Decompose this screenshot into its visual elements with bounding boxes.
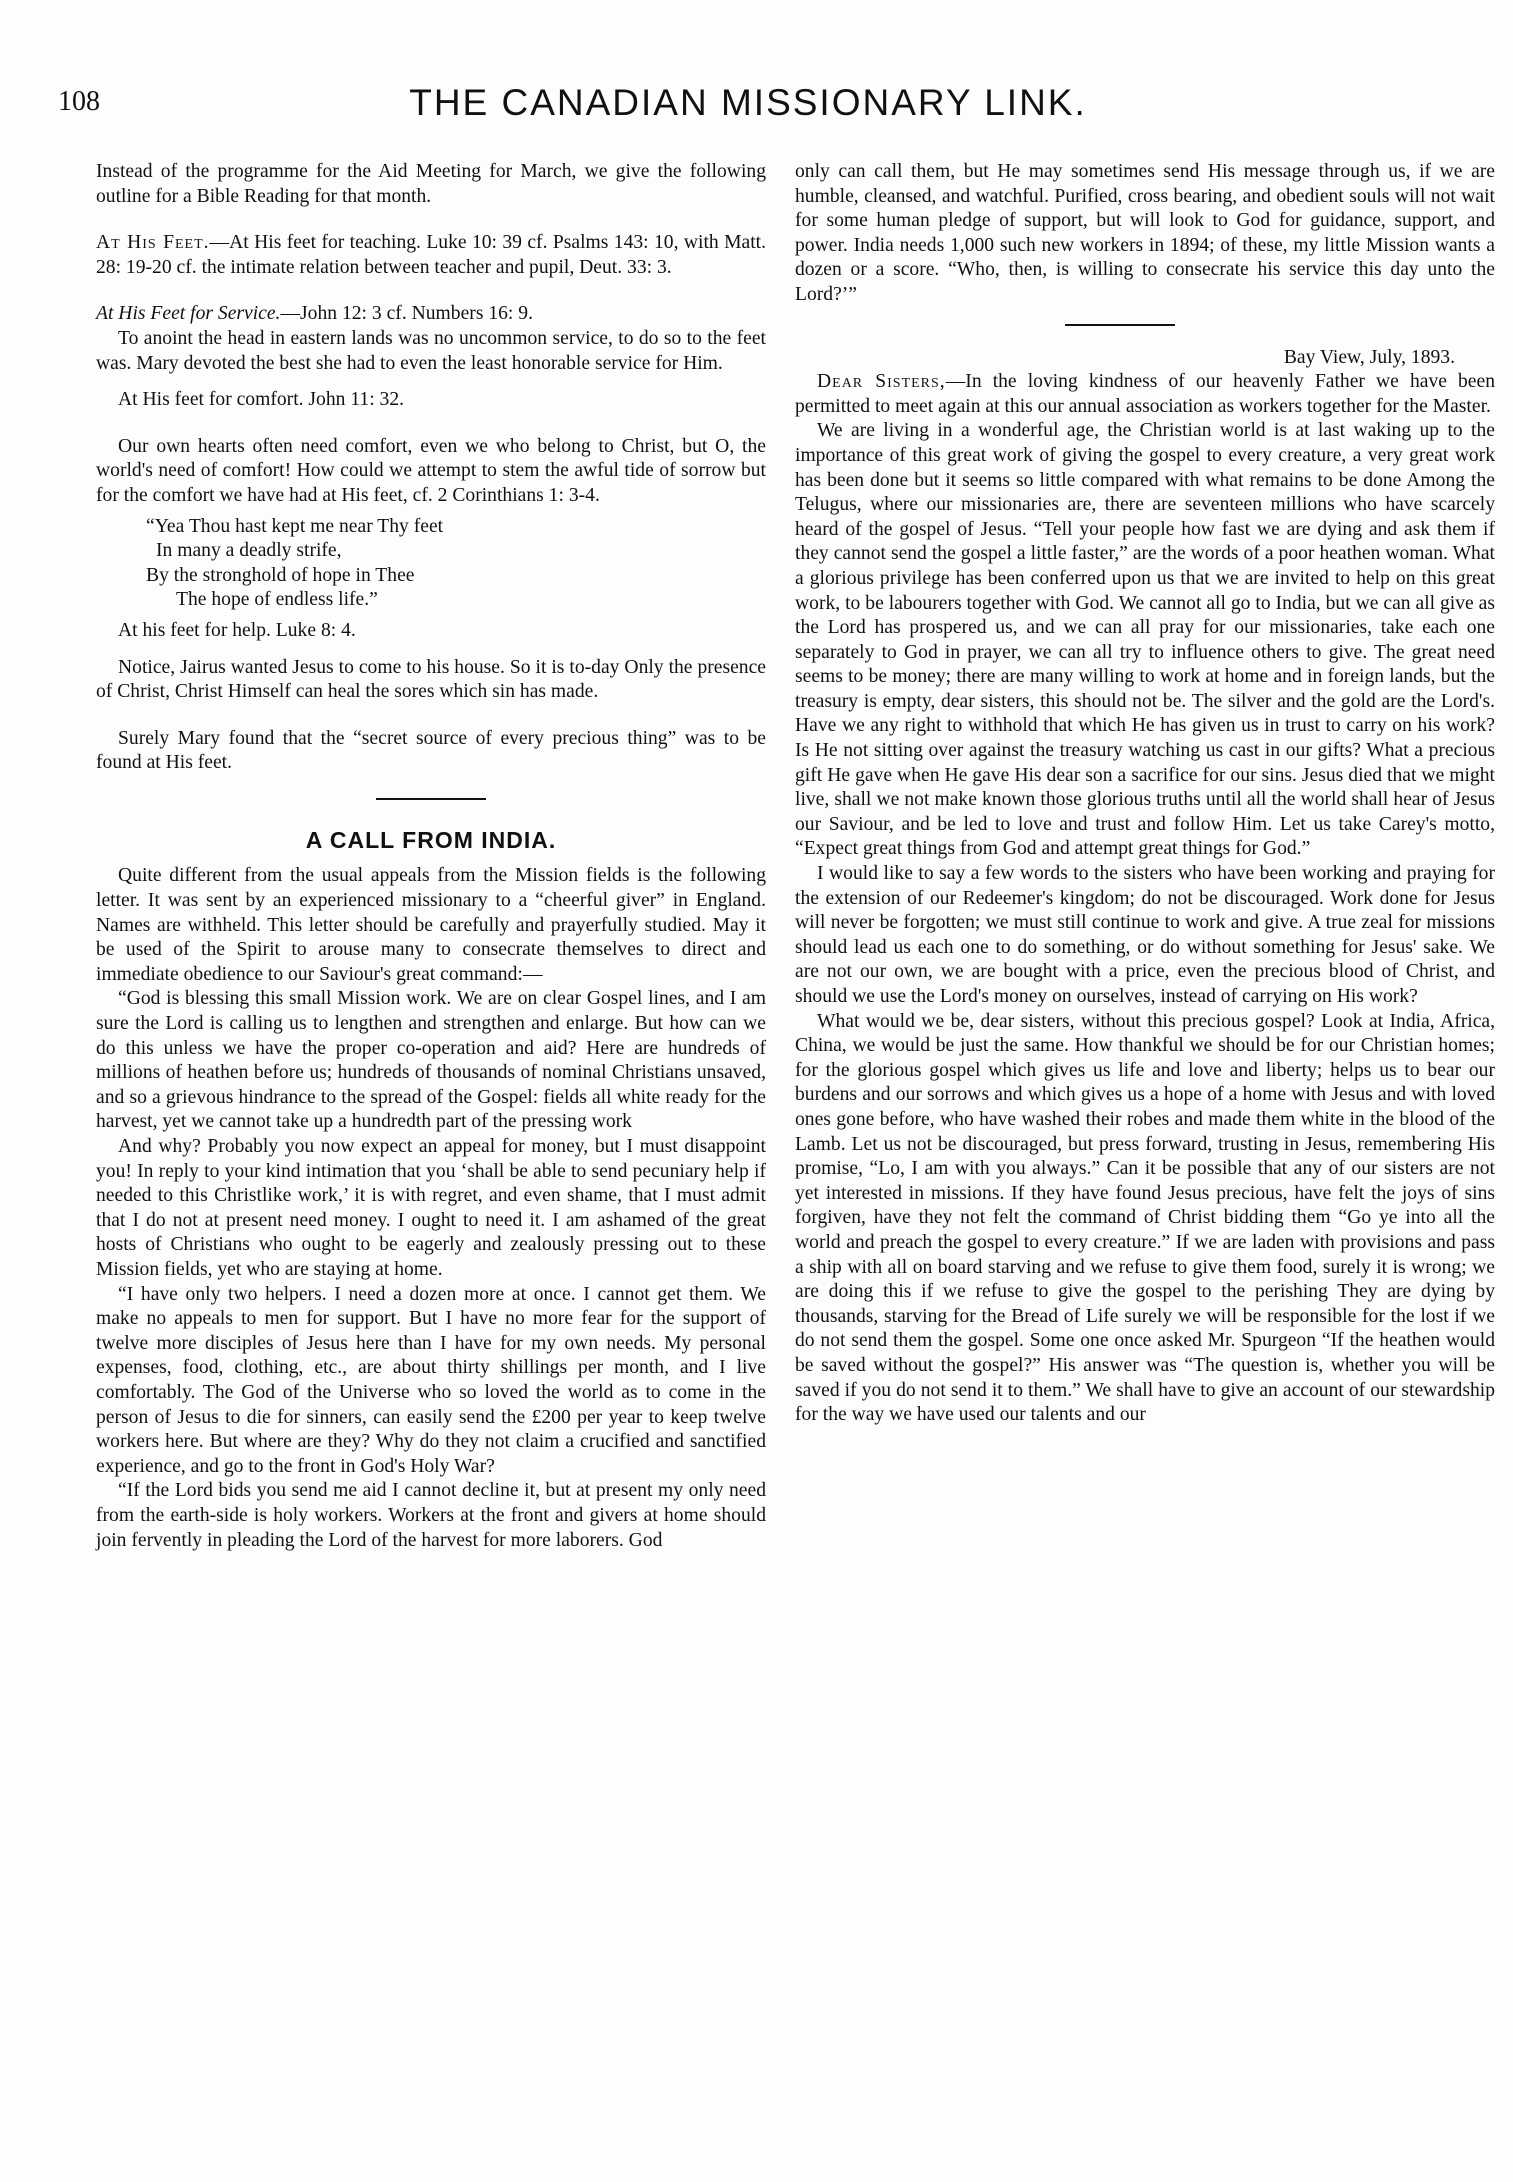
right-column bbox=[795, 160, 1495, 1428]
service-paragraph bbox=[96, 302, 766, 327]
call-paragraph: And why? Probably you now expect an appeal for money, but I must disappoint you! In reply to your kind intimation that you ‘shall be able to send pecuniary help if needed to this Christlike work,’ it is with regret, and even shame, that I must admit that I do not at present need money. I ought to need it. I am ashamed of the great hosts of Christians who ought to be eagerly and zealously pressing out to these Mission fields, yet who are staying at home. bbox=[96, 1136, 766, 1280]
page-number: 108 bbox=[58, 86, 100, 117]
article-heading: A CALL FROM INDIA. bbox=[305, 826, 557, 853]
journal-title: THE CANADIAN MISSIONARY LINK. bbox=[409, 82, 1087, 123]
service-body: To anoint the head in eastern lands was no uncommon service, to do so to the feet was. Mary devoted the best she had to even the least honorable service for Him. bbox=[96, 327, 766, 374]
poem bbox=[96, 515, 766, 613]
mary-line: Surely Mary found that the “secret source of every precious thing” was to be found at His feet. bbox=[96, 727, 766, 774]
letter-paragraph: We are living in a wonderful age, the Christian world is at last waking up to the importance of this great work of giving the gospel to every creature, a very great work has been done but it seems so little compared with what remains to be done Among the Telugus, where our missionaries are, there are seventeen millions who have scarcely heard of the gospel of Jesus. “Tell your people how fast we are dying and ask them if they cannot send the gospel a little faster,” are the words of a poor heathen woman. What a glorious privilege has been conferred upon us that we are invited to help on this great work, to be labourers together with God. We cannot all go to India, but we can all give as the Lord has prospered us, and we can all pray for our missionaries, take each one separately to God in prayer, we can all try to influence others to give. The great need seems to be money; there are many willing to work at home and in foreign lands, but the treasury is empty, dear sisters, this should not be. The silver and the gold are the Lord's. Have we any right to withhold that which He has given us in trust to carry on his work? Is He not sitting over against the treasury watching us cast in our gifts? What a precious gift He gave when He gave His dear son a sacrifice for our sins. Jesus died that we might live, shall we not make known those glorious truths until all the world shall hear of Jesus our Saviour, and be led to love and trust and follow Him. Let us take Carey's motto, “Expect great things from God and attempt great things for God.” bbox=[795, 420, 1495, 860]
teaching-text: —At His feet for teaching. Luke 10: 39 cf. Psalms 143: 10, with Matt. 28: 19-20 cf. the intimate relation between teacher and pupil, Deut. 33: 3. bbox=[96, 232, 766, 278]
comfort-body: Our own hearts often need comfort, even we who belong to Christ, but O, the world's need of comfort! How could we attempt to stem the awful tide of sorrow but for the comfort we have had at His feet, cf. 2 Corinthians 1: 3-4. bbox=[96, 435, 766, 506]
teaching-label: At His Feet. bbox=[96, 232, 210, 254]
help-body: Notice, Jairus wanted Jesus to come to his house. So it is to-day Only the presence of Christ, Christ Himself can heal the sores which sin has made. bbox=[96, 656, 766, 703]
comfort-line: At His feet for comfort. John 11: 32. bbox=[118, 389, 405, 411]
call-paragraph: “I have only two helpers. I need a dozen more at once. I cannot get them. We make no appeals to men for support. But I have no more fear for the support of twelve more disciples of Jesus here than I have for my own needs. My personal expenses, food, clothing, etc., are about thirty shillings per month, and I live comfortably. The God of the Universe who so loved the world as to come in the person of Jesus to die for sinners, can easily send the £200 per year to keep twelve workers here. But where are they? Why do they not claim a crucified and sanctified experience, and go to the front in God's Holy War? bbox=[96, 1283, 766, 1477]
call-paragraph: “If the Lord bids you send me aid I cannot decline it, but at present my only need from the earth-side is holy workers. Workers at the front and givers at home should join fervently in pleading the Lord of the harvest for more laborers. God bbox=[96, 1480, 766, 1551]
section-divider bbox=[1065, 324, 1175, 326]
dateline: Bay View, July, 1893. bbox=[1283, 346, 1455, 368]
letter-opening: —In the loving kindness of our heavenly Father we have been permitted to meet again at this our annual association as workers together for the Master. bbox=[795, 371, 1495, 417]
left-column bbox=[96, 160, 766, 1553]
service-label: At His Feet for Service. bbox=[96, 303, 281, 325]
service-text: —John 12: 3 cf. Numbers 16: 9. bbox=[280, 303, 533, 325]
call-paragraph: “God is blessing this small Mission work. We are on clear Gospel lines, and I am sure the Lord is calling us to lengthen and strengthen and enlarge. But how can we do this unless we have the proper co-operation and aid? Here are hundreds of millions of heathen before us; hundreds of thousands of nominal Christians unsaved, and so a grievous hindrance to the spread of the Gospel: fields all white ready for the harvest, yet we cannot take up a hundredth part of the pressing work bbox=[96, 988, 766, 1133]
continuation-paragraph: only can call them, but He may sometimes send His message through us, if we are humble, cleansed, and watchful. Purified, cross bearing, and obedient souls will not wait for some human pledge of support, but will look to God for guidance, support, and power. India needs 1,000 such new workers in 1894; of these, my little Mission wants a dozen or a score. “Who, then, is willing to consecrate his service this day unto the Lord?’” bbox=[795, 161, 1495, 305]
letter-paragraph: I would like to say a few words to the sisters who have been working and praying for the extension of our Redeemer's kingdom; do not be discouraged. Work done for Jesus will never be forgotten; we must still continue to work and give. A true zeal for missions should lead us each one to do something, or do without something for Jesus' sake. We are not our own, we are bought with a price, even the precious blood of Christ, and should we use the Lord's money on ourselves, instead of carrying on His work? bbox=[795, 863, 1495, 1007]
section-divider bbox=[376, 798, 486, 800]
poem-line: The hope of endless life.” bbox=[176, 589, 378, 611]
intro-paragraph: Instead of the programme for the Aid Meeting for March, we give the following outline for a Bible Reading for that month. bbox=[96, 161, 766, 207]
poem-line: In many a deadly strife, bbox=[156, 540, 342, 562]
poem-line: “Yea Thou hast kept me near Thy feet bbox=[146, 515, 444, 537]
letter-paragraph bbox=[795, 370, 1495, 419]
help-line: At his feet for help. Luke 8: 4. bbox=[118, 619, 356, 641]
teaching-paragraph bbox=[96, 231, 766, 280]
letter-paragraph: What would we be, dear sisters, without this precious gospel? Look at India, Africa, China, we would be just the same. How thankful we should be for our Christian homes; for the glorious gospel which gives us life and love and liberty; helps us to bear our burdens and our sorrows and which gives us a hope of a home with Jesus and with loved ones gone before, who have washed their robes and made them white in the blood of the Lamb. Let us not be discouraged, but press forward, trusting in Jesus, remembering His promise, “Lo, I am with you always.” Can it be possible that any of our sisters are not yet interested in missions. If they have found Jesus precious, have felt the joys of sins forgiven, have they not felt the command of Christ bidding them “Go ye into all the world and preach the gospel to every creature.” If we are laden with provisions and pass a ship with all on board starving and we refuse to give them food, surely it is wrong; we are doing this if we refuse to give the gospel to the perishing They are dying by thousands, starving for the Bread of Life surely we will be responsible for the lost if we do not send them the gospel. Some one once asked Mr. Spurgeon “If the heathen would be saved without the gospel?” His answer was “The question is, whether you will be saved if you do not send it to them.” We shall have to give an account of our stewardship for the way we have used our talents and our bbox=[795, 1010, 1495, 1426]
call-paragraph: Quite different from the usual appeals from the Mission fields is the following letter. It was sent by an experienced missionary to a “cheerful giver” in England. Names are withheld. This letter should be carefully and prayerfully studied. May it be used of the Spirit to arouse many to consecrate themselves to direct and immediate obedience to our Saviour's great command:— bbox=[96, 865, 766, 985]
poem-line: By the stronghold of hope in Thee bbox=[146, 564, 415, 586]
page-header bbox=[58, 78, 1438, 128]
salutation: Dear Sisters, bbox=[817, 371, 946, 393]
